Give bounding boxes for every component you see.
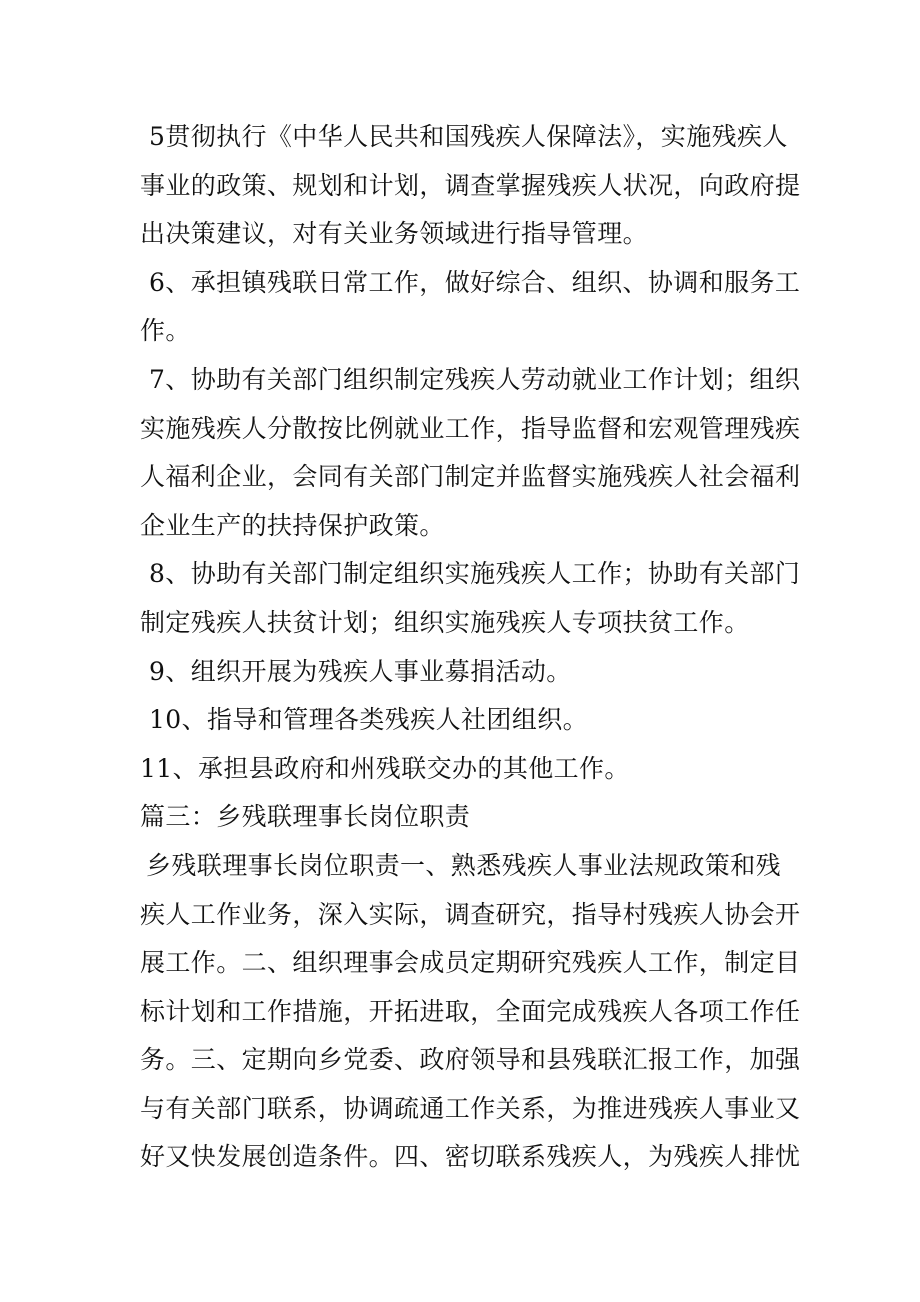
paragraph-8-line-2: 制定残疾人扶贫计划；组织实施残疾人专项扶贫工作。: [140, 607, 750, 637]
section-paragraph-line-5: 务。三、定期向乡党委、政府领导和县残联汇报工作，加强: [140, 1045, 801, 1075]
section-paragraph-line-1: 乡残联理事长岗位职责一、熟悉残疾人事业法规政策和残: [146, 850, 782, 880]
paragraph-5-line-1: 5贯彻执行《中华人民共和国残疾人保障法》，实施残疾人: [149, 122, 788, 151]
paragraph-7-line-3: 人福利企业，会同有关部门制定并监督实施残疾人社会福利: [140, 462, 801, 492]
paragraph-6-line-1: 6、承担镇残联日常工作，做好综合、组织、协调和服务工: [149, 267, 801, 297]
section-paragraph-line-2: 疾人工作业务，深入实际，调查研究，指导村残疾人协会开: [140, 899, 801, 929]
section-paragraph-line-6: 与有关部门联系，协调疏通工作关系，为推进残疾人事业又: [140, 1093, 801, 1123]
paragraph-5-line-3: 出决策建议，对有关业务领域进行指导管理。: [140, 219, 649, 249]
section-paragraph-line-3: 展工作。二、组织理事会成员定期研究残疾人工作，制定目: [140, 948, 801, 978]
section-paragraph-line-4: 标计划和工作措施，开拓进取，全面完成残疾人各项工作任: [140, 996, 801, 1026]
paragraph-8-line-1: 8、协助有关部门制定组织实施残疾人工作；协助有关部门: [149, 559, 801, 589]
section-paragraph-line-7: 好又快发展创造条件。四、密切联系残疾人，为残疾人排忧: [140, 1142, 801, 1172]
document-body: [140, 113, 801, 1182]
section-heading: 篇三：乡残联理事长岗位职责: [140, 802, 471, 832]
paragraph-11: 11、承担县政府和州残联交办的其他工作。: [140, 753, 630, 783]
paragraph-7-line-1: 7、协助有关部门组织制定残疾人劳动就业工作计划；组织: [149, 364, 801, 394]
paragraph-7-line-2: 实施残疾人分散按比例就业工作，指导监督和宏观管理残疾: [140, 413, 801, 443]
paragraph-5-line-2: 事业的政策、规划和计划，调查掌握残疾人状况，向政府提: [140, 170, 801, 200]
paragraph-9: 9、组织开展为残疾人事业募捐活动。: [149, 656, 572, 686]
paragraph-6-line-2: 作。: [140, 316, 191, 346]
paragraph-10: 10、指导和管理各类残疾人社团组织。: [149, 705, 589, 735]
paragraph-7-line-4: 企业生产的扶持保护政策。: [140, 510, 445, 540]
